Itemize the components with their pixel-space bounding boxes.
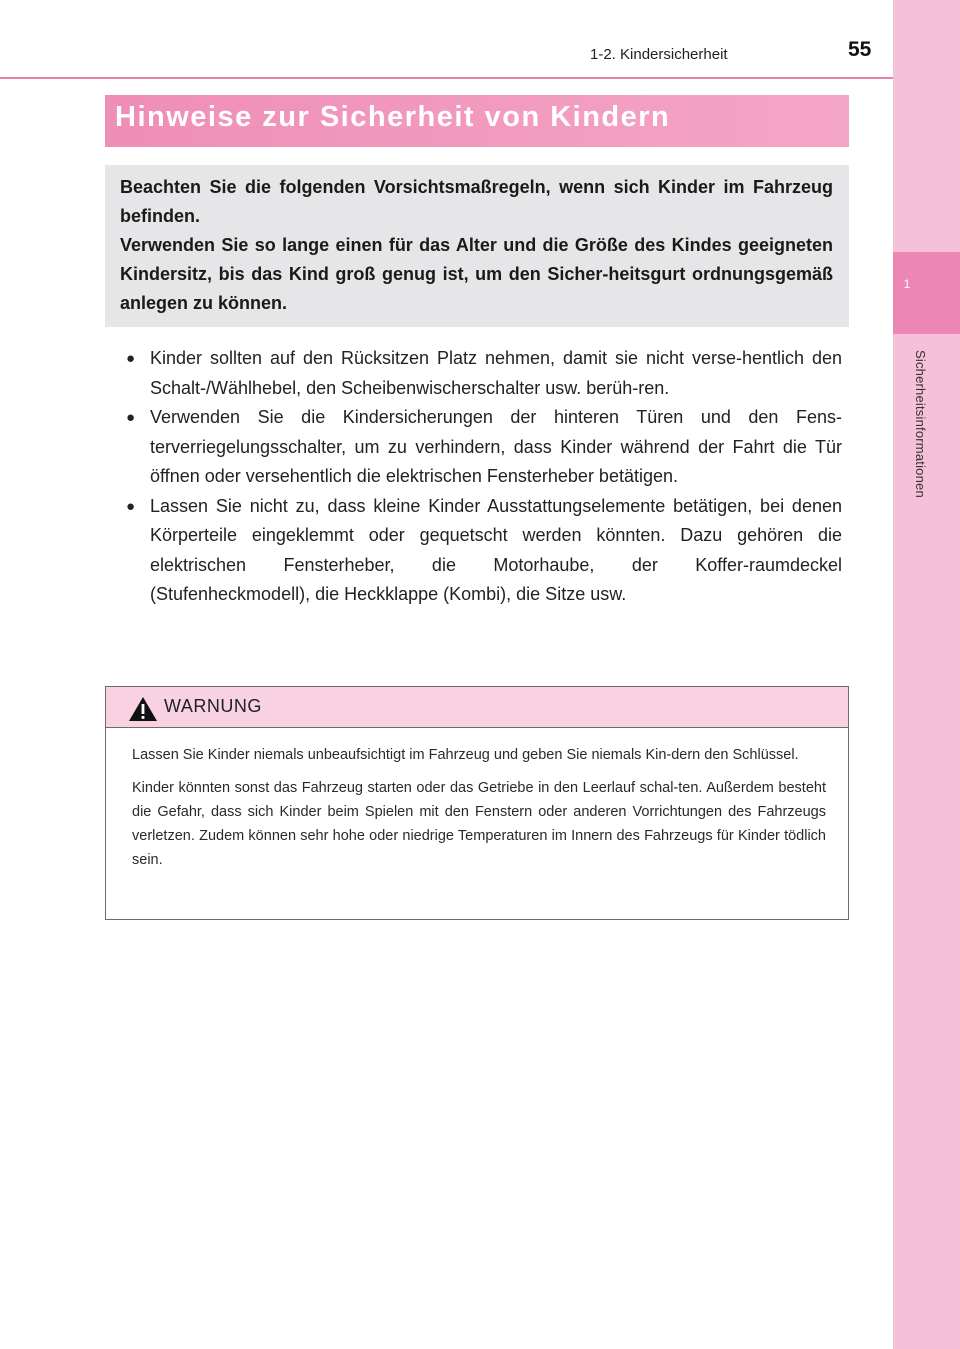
side-tab-strip [893,0,960,1349]
warning-paragraph: Kinder könnten sonst das Fahrzeug starten oder das Getriebe in den Leerlauf schal-ten. Außerdem besteht die Gefahr, dass sich Kinder beim Spielen mit den Fenstern oder anderen Vorrichtungen des Fahrzeugs verletzen. Zudem können sehr hohe oder niedrige Temperaturen im Innern des Fahrzeugs für Kinder tödlich sein. [132,780,826,868]
warning-header [106,687,848,728]
chapter-tab-label: Sicherheitsinformationen [913,350,928,498]
bullet-list [126,344,842,610]
bullet-text: Verwenden Sie die Kindersicherungen der hinteren Türen und den Fens-terverriegelungsschalter, um zu verhindern, dass Kinder während der Fahrt die Tür öffnen oder versehentlich die elektrischen Fensterheber betätigen. [150,407,842,486]
bullet-dot-icon: ● [126,497,136,515]
page-number: 55 [848,38,872,61]
bullet-item [126,344,842,403]
header-section-title: 1-2. Kindersicherheit [590,46,728,63]
bullet-dot-icon: ● [126,350,136,367]
intro-paragraph: Beachten Sie die folgenden Vorsichtsmaßregeln, wenn sich Kinder im Fahrzeug befinden. [120,177,833,226]
bullet-text: Lassen Sie nicht zu, dass kleine Kinder Ausstattungselemente betätigen, bei denen Körperteile eingeklemmt oder gequetscht werden könnten. Dazu gehören die elektrischen Fensterheber, die Motorhaube, der Koffer-raumdeckel (Stufenheckmodell), die Heckklappe (Kombi), die Sitze usw. [150,495,842,604]
bullet-item [126,492,842,610]
chapter-tab [893,252,960,334]
warning-paragraph: Lassen Sie Kinder niemals unbeaufsichtigt im Fahrzeug und geben Sie niemals Kin-dern den Schlüssel. [132,747,799,763]
intro-paragraph: Verwenden Sie so lange einen für das Alter und die Größe des Kindes geeigneten Kindersitz, bis das Kind groß genug ist, um den Sicher-heitsgurt ordnungsgemäß anlegen zu können. [120,235,833,313]
warning-box [105,686,849,920]
header-divider [0,77,893,79]
warning-body [132,743,826,881]
warning-triangle-icon [128,696,158,722]
bullet-item [126,403,842,492]
bullet-text: Kinder sollten auf den Rücksitzen Platz nehmen, damit sie nicht verse-hentlich den Schalt-/Wählhebel, den Scheibenwischerschalter usw. berüh-ren. [150,348,842,398]
page-title: Hinweise zur Sicherheit von Kindern [115,101,671,133]
bullet-dot-icon: ● [126,409,136,426]
intro-text [120,173,833,318]
warning-title: WARNUNG [164,696,262,716]
chapter-tab-number: 1 [903,277,911,291]
